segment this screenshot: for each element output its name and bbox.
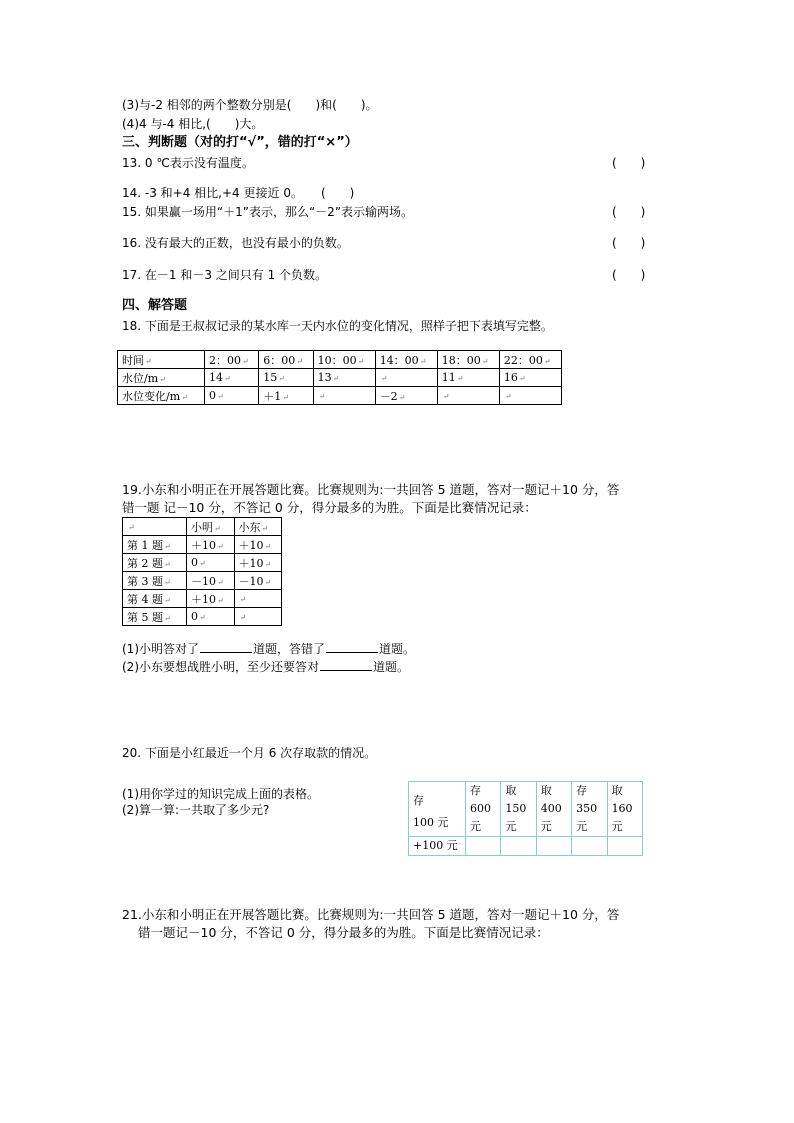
question-4: (4)4 与-4 相比,( )大。 — [122, 117, 264, 131]
table-cell: ＋10 ↵ — [187, 536, 235, 554]
question-20-text: 20. 下面是小红最近一个月 6 次存取款的情况。 — [122, 746, 377, 760]
table-cell: 第 2 题 ↵ — [123, 554, 187, 572]
section-3-heading: 三、判断题（对的打“√”，错的打“×”） — [122, 135, 358, 150]
cell-line: 400 — [540, 802, 562, 815]
sub1-text-b: 道题，答错了 — [253, 642, 326, 656]
table-cell — [501, 782, 536, 837]
question-19-line2: 错一题 记－10 分，不答记 0 分，得分最多的为胜。下面是比赛情况记录： — [122, 500, 537, 515]
sub2-text-a: (2)小东要想战胜小明，至少还要答对 — [122, 660, 319, 674]
cell-line: 元 — [611, 820, 623, 833]
table-cell: －10 ↵ — [234, 572, 282, 590]
question-20-sub2: (2)算一算:一共取了多少元? — [122, 803, 270, 817]
table-cell: 16 ↵ — [499, 369, 561, 387]
table-cell[interactable] — [313, 387, 375, 405]
table-cell: －2 ↵ — [375, 387, 437, 405]
table-cell — [607, 782, 642, 837]
table-cell[interactable] — [607, 837, 642, 856]
table-cell: 第 1 题 ↵ — [123, 536, 187, 554]
cell-line: 存 — [413, 794, 424, 807]
sub1-text-a: (1)小明答对了 — [122, 642, 199, 656]
water-level-table — [117, 350, 562, 405]
judge-item-17: 17. 在－1 和－3 之间只有 1 个负数。 — [122, 268, 328, 282]
table-cell — [234, 608, 282, 626]
judge-item-14: 14. -3 和+4 相比,+4 更接近 0。 ( ) — [122, 186, 355, 200]
cell-line: 存 — [576, 784, 588, 797]
sub1-text-c: 道题。 — [379, 642, 416, 656]
table-cell[interactable] — [499, 387, 561, 405]
table-cell: 小东 ↵ — [234, 518, 282, 536]
table-cell: ＋10 ↵ — [187, 590, 235, 608]
table-cell: 第 3 题 ↵ — [123, 572, 187, 590]
question-19-line1: 19.小东和小明正在开展答题比赛。比赛规则为:一共回答 5 道题，答对一题记＋10 分，答 — [122, 482, 620, 497]
cell-line: 元 — [540, 820, 552, 833]
answer-blank[interactable] — [320, 658, 372, 671]
table-cell: 2：00 ↵ — [205, 351, 259, 369]
cell-line: 元 — [470, 820, 481, 833]
cell-line: 元 — [576, 820, 588, 833]
table-cell: 水位变化/m ↵ — [118, 387, 205, 405]
cell-line: 存 — [470, 784, 481, 797]
table-cell — [123, 518, 187, 536]
table-row — [409, 837, 643, 856]
answer-blank[interactable] — [200, 640, 252, 653]
table-cell[interactable] — [501, 837, 536, 856]
judge-item-16: 16. 没有最大的正数，也没有最小的负数。 — [122, 236, 349, 250]
table-cell: ＋1 ↵ — [259, 387, 313, 405]
cell-line: 160 — [611, 802, 633, 815]
table-cell — [572, 782, 607, 837]
table-cell: 11 ↵ — [437, 369, 499, 387]
answer-blank[interactable] — [326, 640, 378, 653]
table-cell: 13 ↵ — [313, 369, 375, 387]
cell-line: 取 — [505, 784, 517, 797]
table-cell: ＋10 ↵ — [234, 554, 282, 572]
cell-line: 350 — [576, 802, 598, 815]
question-19-sub2 — [122, 658, 409, 675]
cell-line: 150 — [505, 802, 527, 815]
question-21-line2: 错一题记－10 分，不答记 0 分，得分最多的为胜。下面是比赛情况记录： — [138, 925, 549, 940]
table-cell[interactable] — [437, 387, 499, 405]
table-cell: 水位/m ↵ — [118, 369, 205, 387]
question-19-sub1 — [122, 640, 415, 657]
table-cell: －10 ↵ — [187, 572, 235, 590]
table-row — [118, 351, 562, 369]
table-cell: 18：00 ↵ — [437, 351, 499, 369]
table-row — [118, 387, 562, 405]
table-row — [123, 590, 282, 608]
cell-line: 取 — [540, 784, 552, 797]
sub2-text-b: 道题。 — [373, 660, 410, 674]
table-cell[interactable] — [375, 369, 437, 387]
table-cell: 6：00 ↵ — [259, 351, 313, 369]
table-cell: 小明 ↵ — [187, 518, 235, 536]
table-cell[interactable] — [572, 837, 607, 856]
table-cell: 15 ↵ — [259, 369, 313, 387]
table-cell: 第 4 题 ↵ — [123, 590, 187, 608]
table-cell — [234, 590, 282, 608]
table-cell[interactable] — [536, 837, 571, 856]
judge-item-15: 15. 如果赢一场用“＋1”表示，那么“－2”表示输两场。 — [122, 205, 414, 219]
table-cell — [409, 782, 466, 837]
question-18-text: 18. 下面是王叔叔记录的某水库一天内水位的变化情况，照样子把下表填写完整。 — [122, 319, 553, 333]
section-4-heading: 四、解答题 — [122, 298, 188, 313]
table-row — [123, 518, 282, 536]
table-row — [123, 572, 282, 590]
deposit-withdraw-table — [408, 781, 643, 856]
table-row — [123, 536, 282, 554]
quiz-record-table — [122, 517, 282, 626]
cell-line: 元 — [505, 820, 517, 833]
table-cell: 14：00 ↵ — [375, 351, 437, 369]
table-cell: 时间 ↵ — [118, 351, 205, 369]
table-row — [409, 782, 643, 837]
table-cell — [466, 782, 501, 837]
table-cell[interactable] — [466, 837, 501, 856]
table-cell: 10：00 ↵ — [313, 351, 375, 369]
question-20-sub1: (1)用你学过的知识完成上面的表格。 — [122, 787, 319, 801]
question-3: (3)与-2 相邻的两个整数分别是( )和( )。 — [122, 98, 378, 112]
table-cell: 22：00 ↵ — [499, 351, 561, 369]
cell-line: 取 — [611, 784, 623, 797]
table-cell: 0 ↵ — [205, 387, 259, 405]
table-cell: 第 5 题 ↵ — [123, 608, 187, 626]
table-cell: ＋10 ↵ — [234, 536, 282, 554]
table-cell: 14 ↵ — [205, 369, 259, 387]
table-row — [123, 608, 282, 626]
cell-line: 600 — [470, 802, 491, 815]
judge-paren-13[interactable]: ( ) — [612, 156, 646, 170]
table-cell: 0 ↵ — [187, 554, 235, 572]
judge-paren-15[interactable]: ( ) — [612, 205, 646, 219]
table-cell: 0 ↵ — [187, 608, 235, 626]
judge-paren-17[interactable]: ( ) — [612, 268, 646, 282]
cell-line: 100 元 — [413, 816, 449, 829]
table-row — [118, 369, 562, 387]
judge-item-13: 13. 0 ℃表示没有温度。 — [122, 156, 254, 170]
table-cell — [536, 782, 571, 837]
judge-paren-16[interactable]: ( ) — [612, 236, 646, 250]
table-cell: +100 元 — [409, 837, 466, 856]
table-row — [123, 554, 282, 572]
question-21-line1: 21.小东和小明正在开展答题比赛。比赛规则为:一共回答 5 道题，答对一题记＋10 分，答 — [122, 907, 620, 922]
